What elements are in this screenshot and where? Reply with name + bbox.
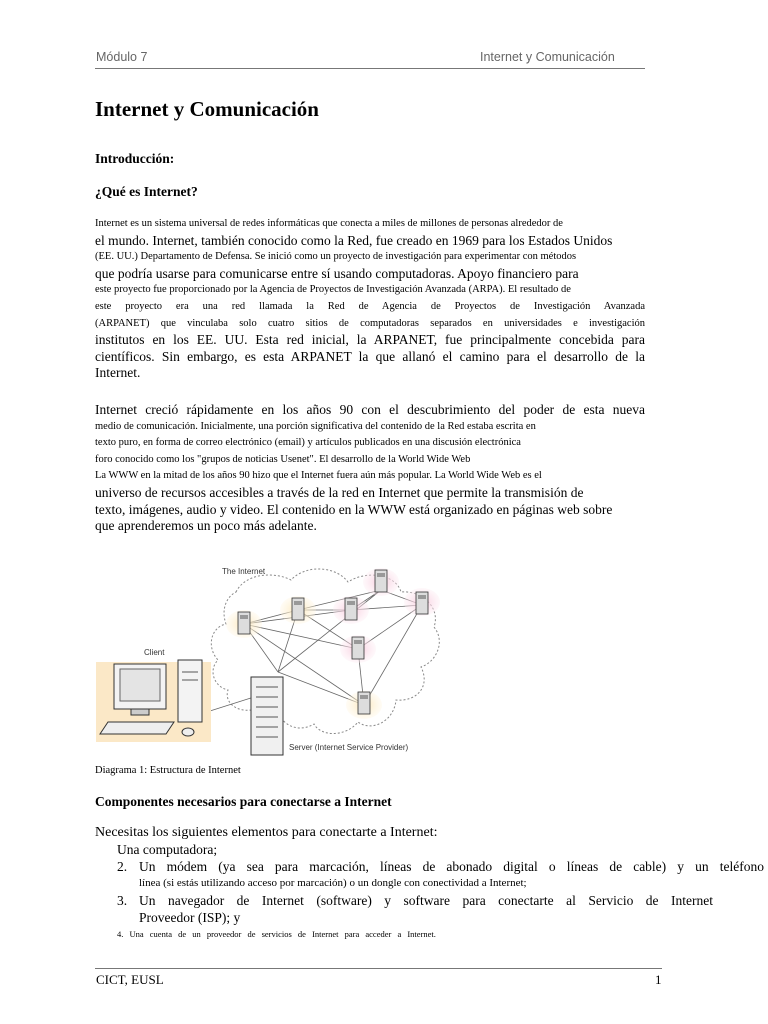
list-number: 2.	[117, 859, 128, 874]
paragraph-line: que aprenderemos un poco más adelante.	[95, 518, 317, 534]
list-item-modem: Un módem (ya sea para marcación, líneas de abonado digital o líneas de cable) y un teléfono	[139, 859, 764, 874]
paragraph-line: el mundo. Internet, también conocido como la Red, fue creado en 1969 para los Estados Unidos	[95, 232, 613, 248]
paragraph-line: foro conocido como los "grupos de noticias Usenet". El desarrollo de la World Wide Web	[95, 453, 471, 465]
paragraph-line: texto puro, en forma de correo electrónico (email) y artículos publicados en una discusión electrónica	[95, 437, 521, 449]
page-title: Internet y Comunicación	[95, 97, 319, 121]
running-header-title: Internet y Comunicación	[480, 50, 615, 64]
running-header-module: Módulo 7	[96, 50, 148, 64]
needs-intro: Necesitas los siguientes elementos para conectarte a Internet:	[95, 825, 438, 840]
paragraph-line: Internet.	[95, 365, 141, 381]
header-rule	[95, 68, 645, 69]
isp-server-icon	[251, 677, 283, 755]
label-server: Server (Internet Service Provider)	[289, 743, 409, 752]
list-item-browser: Un navegador de Internet (software) y software para conectarte al Servicio de Internet	[139, 893, 713, 908]
footer-rule	[95, 968, 662, 969]
server-tower-icon	[416, 592, 428, 614]
heading-what-is-internet: ¿Qué es Internet?	[95, 184, 198, 199]
paragraph-line: La WWW en la mitad de los años 90 hizo que el Internet fuera aún más popular. La World Wide Web es el	[95, 470, 542, 482]
internet-structure-diagram	[96, 552, 446, 758]
paragraph-line: Internet es un sistema universal de redes informáticas que conecta a miles de millones de personas alrededor de	[95, 218, 563, 229]
footer-institution: CICT, EUSL	[96, 972, 164, 987]
heading-components: Componentes necesarios para conectarse a Internet	[95, 794, 392, 809]
list-number: 3.	[117, 893, 128, 908]
server-tower-icon	[352, 637, 364, 659]
server-tower-icon	[375, 570, 387, 592]
list-item-browser-cont: Proveedor (ISP); y	[139, 910, 241, 925]
paragraph-line: este proyecto era una red llamada la Red de Agencia de Proyectos de Investigación Avanzada	[95, 300, 645, 312]
figure-caption: Diagrama 1: Estructura de Internet	[95, 765, 241, 776]
list-item-isp-account: 4. Una cuenta de un proveedor de servicios de Internet para acceder a Internet.	[117, 929, 436, 939]
list-item-computer: Una computadora;	[117, 842, 218, 857]
paragraph-line: científicos. Sin embargo, es esta ARPANET la que allanó el camino para el desarrollo de la	[95, 348, 645, 364]
paragraph-line: institutos en los EE. UU. Esta red inicial, la ARPANET, fue principalmente concebida para	[95, 332, 645, 348]
paragraph-internet-growth	[95, 402, 645, 535]
server-tower-icon	[345, 598, 357, 620]
paragraph-line: universo de recursos accesibles a través de la red en Internet que permite la transmisión de	[95, 484, 584, 500]
server-tower-icon	[292, 598, 304, 620]
paragraph-line: (ARPANET) que vinculaba solo cuatro sitios de computadoras separados en universidades e investigación	[95, 317, 645, 329]
label-client: Client	[144, 648, 165, 657]
paragraph-line: Internet creció rápidamente en los años 90 con el descubrimiento del poder de esta nueva	[95, 402, 645, 417]
server-tower-icon	[358, 692, 370, 714]
paragraph-line: (EE. UU.) Departamento de Defensa. Se inició como un proyecto de investigación para experimentar con métodos	[95, 251, 577, 263]
client-computer-icon	[96, 660, 211, 742]
page-number: 1	[655, 972, 662, 987]
paragraph-line: texto, imágenes, audio y video. El contenido en la WWW está organizado en páginas web sobre	[95, 501, 613, 517]
paragraph-internet-definition	[95, 216, 645, 382]
list-item-modem-cont: línea (si estás utilizando acceso por marcación) o un dongle con conectividad a Internet;	[139, 877, 527, 889]
paragraph-line: que podría usarse para comunicarse entre sí usando computadoras. Apoyo financiero para	[95, 265, 579, 281]
label-the-internet: The Internet	[222, 567, 266, 576]
internet-cloud	[211, 569, 439, 734]
paragraph-line: este proyecto fue proporcionado por la Agencia de Proyectos de Investigación Avanzada (ARPA). El resultado de	[95, 284, 571, 296]
server-tower-icon	[238, 612, 250, 634]
paragraph-line: medio de comunicación. Inicialmente, una porción significativa del contenido de la Red estaba escrita en	[95, 420, 536, 432]
heading-introduction: Introducción:	[95, 151, 175, 166]
